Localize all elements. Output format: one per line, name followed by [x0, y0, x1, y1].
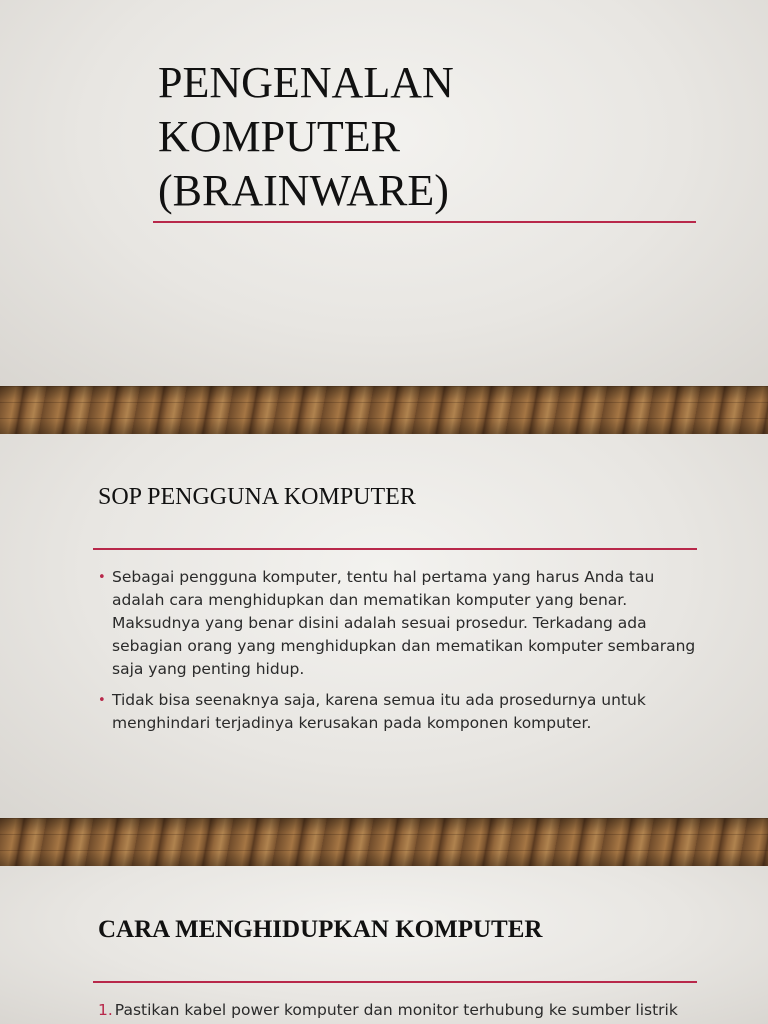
wood-floor-divider: [0, 818, 768, 866]
bullet-icon: •: [98, 570, 106, 585]
title-divider: [153, 221, 696, 223]
title-line-3: (BRAINWARE): [158, 166, 449, 215]
slide-1: [0, 0, 768, 386]
list-item: [98, 999, 698, 1022]
step-list: [98, 999, 698, 1022]
title-line-2: KOMPUTER: [158, 112, 401, 161]
bullet-icon: •: [98, 693, 106, 708]
bullet-list: [98, 566, 698, 743]
step-text: Pastikan kabel power komputer dan monitor terhubung ke sumber listrik: [114, 1001, 678, 1019]
slide-2-divider: [93, 548, 697, 550]
wood-floor-divider: [0, 386, 768, 434]
slide-3-divider: [93, 981, 697, 983]
slide-3-title: CARA MENGHIDUPKAN KOMPUTER: [98, 916, 543, 943]
list-item: • Sebagai pengguna komputer, tentu hal pertama yang harus Anda tau adalah cara menghidupkan dan mematikan komputer yang benar. Maksudnya yang benar disini adalah sesuai prosedur. Terkadang ada sebagian orang yang menghidupkan dan mematikan komputer sembarang saja yang penting hidup.: [98, 568, 696, 678]
title-line-1: PENGENALAN: [158, 58, 454, 107]
slide-1-title: [158, 56, 454, 218]
slide-2-title: SOP PENGGUNA KOMPUTER: [98, 484, 416, 510]
list-item: • Tidak bisa seenaknya saja, karena semua itu ada prosedurnya untuk menghindari terjadinya kerusakan pada komponen komputer.: [98, 691, 646, 732]
step-number: 1.: [98, 1001, 113, 1019]
